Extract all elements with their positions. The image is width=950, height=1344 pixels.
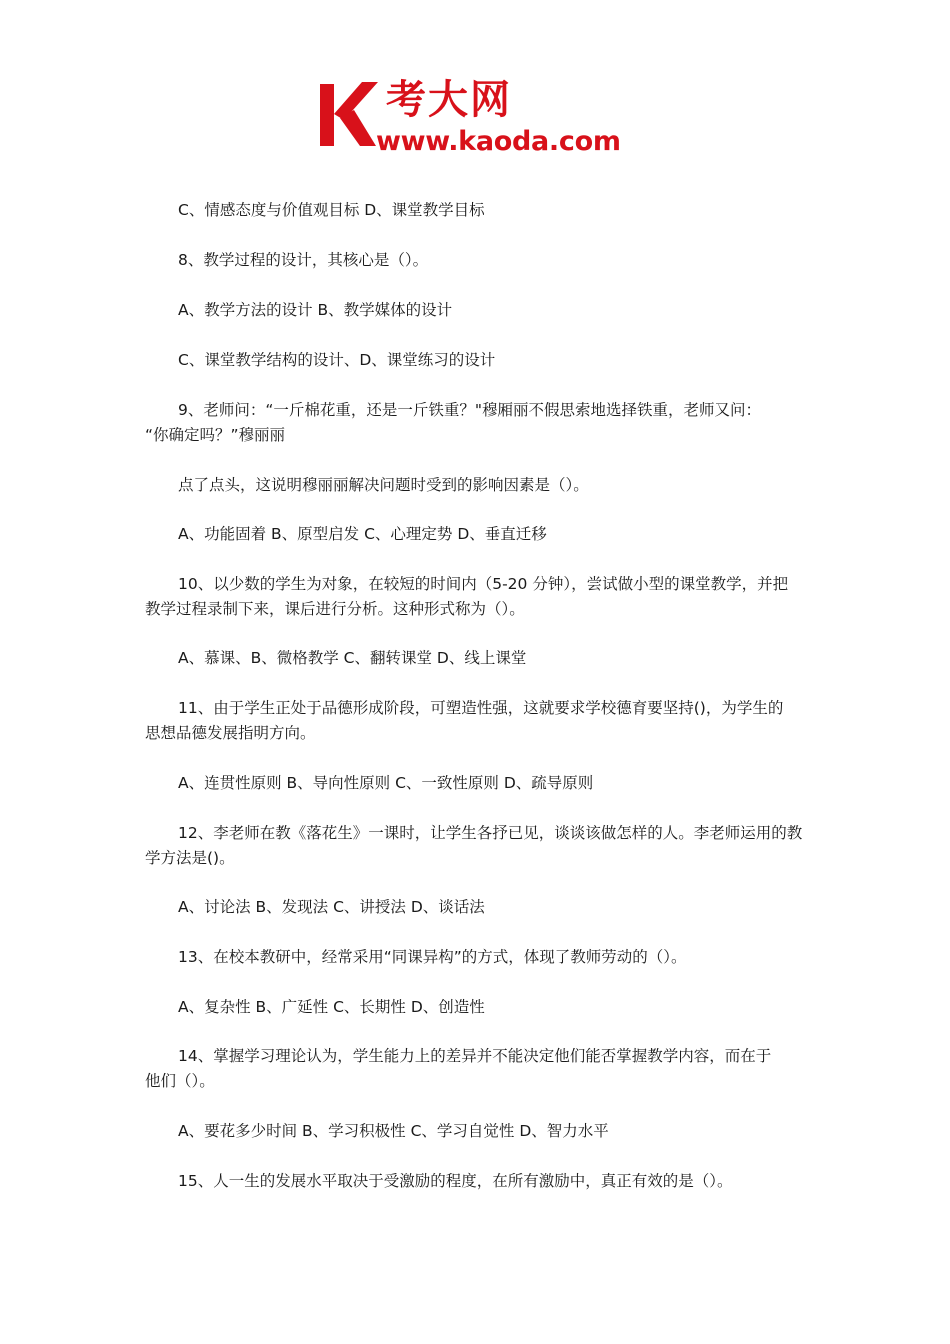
question-13: 13、在校本教研中，经常采用“同课异构”的方式，体现了教师劳动的（）。 (178, 948, 687, 966)
question-8-options-ab: A、教学方法的设计 B、教学媒体的设计 (178, 301, 453, 319)
question-9: 9、老师问：“一斤棉花重，还是一斤铁重？"穆厢丽不假思索地选择铁重，老师又问： “你确定吗？”穆丽丽 (145, 401, 762, 444)
logo-website-url: www.kaoda.com (376, 126, 621, 157)
kaoda-logo (318, 77, 638, 160)
question-8: 8、教学过程的设计，其核心是（）。 (178, 251, 429, 269)
question-8-options-cd: C、课堂教学结构的设计、D、课堂练习的设计 (178, 351, 496, 369)
question-15: 15、人一生的发展水平取决于受激励的程度，在所有激励中，真正有效的是（）。 (178, 1172, 733, 1190)
k-logo-icon (318, 80, 380, 150)
question-12-options: A、讨论法 B、发现法 C、讲授法 D、谈话法 (178, 898, 485, 916)
logo-chinese-name: 考大网 (386, 77, 512, 123)
option-line: C、情感态度与价值观目标 D、课堂教学目标 (178, 201, 485, 219)
question-14: 14、掌握学习理论认为，学生能力上的差异并不能决定他们能否掌握教学内容，而在于 他们（）。 (145, 1047, 772, 1090)
question-11: 11、由于学生正处于品德形成阶段，可塑造性强，这就要求学校德育要坚持()，为学生的 思想品德发展指明方向。 (145, 699, 784, 742)
question-10: 10、以少数的学生为对象，在较短的时间内（5-20 分钟），尝试做小型的课堂教学，并把 教学过程录制下来，课后进行分析。这种形式称为（）。 (145, 575, 789, 618)
question-9-options: A、功能固着 B、原型启发 C、心理定势 D、垂直迁移 (178, 525, 547, 543)
question-14-options: A、要花多少时间 B、学习积极性 C、学习自觉性 D、智力水平 (178, 1122, 609, 1140)
question-13-options: A、复杂性 B、广延性 C、长期性 D、创造性 (178, 998, 485, 1016)
question-12: 12、李老师在教《落花生》一课时，让学生各抒已见，谈谈该做怎样的人。李老师运用的教 学方法是()。 (145, 824, 803, 867)
question-10-options: A、慕课、B、微格教学 C、翻转课堂 D、线上课堂 (178, 649, 527, 667)
question-11-options: A、连贯性原则 B、导向性原则 C、一致性原则 D、疏导原则 (178, 774, 594, 792)
question-9-continued: 点了点头，这说明穆丽丽解决问题时受到的影响因素是（）。 (178, 476, 589, 494)
